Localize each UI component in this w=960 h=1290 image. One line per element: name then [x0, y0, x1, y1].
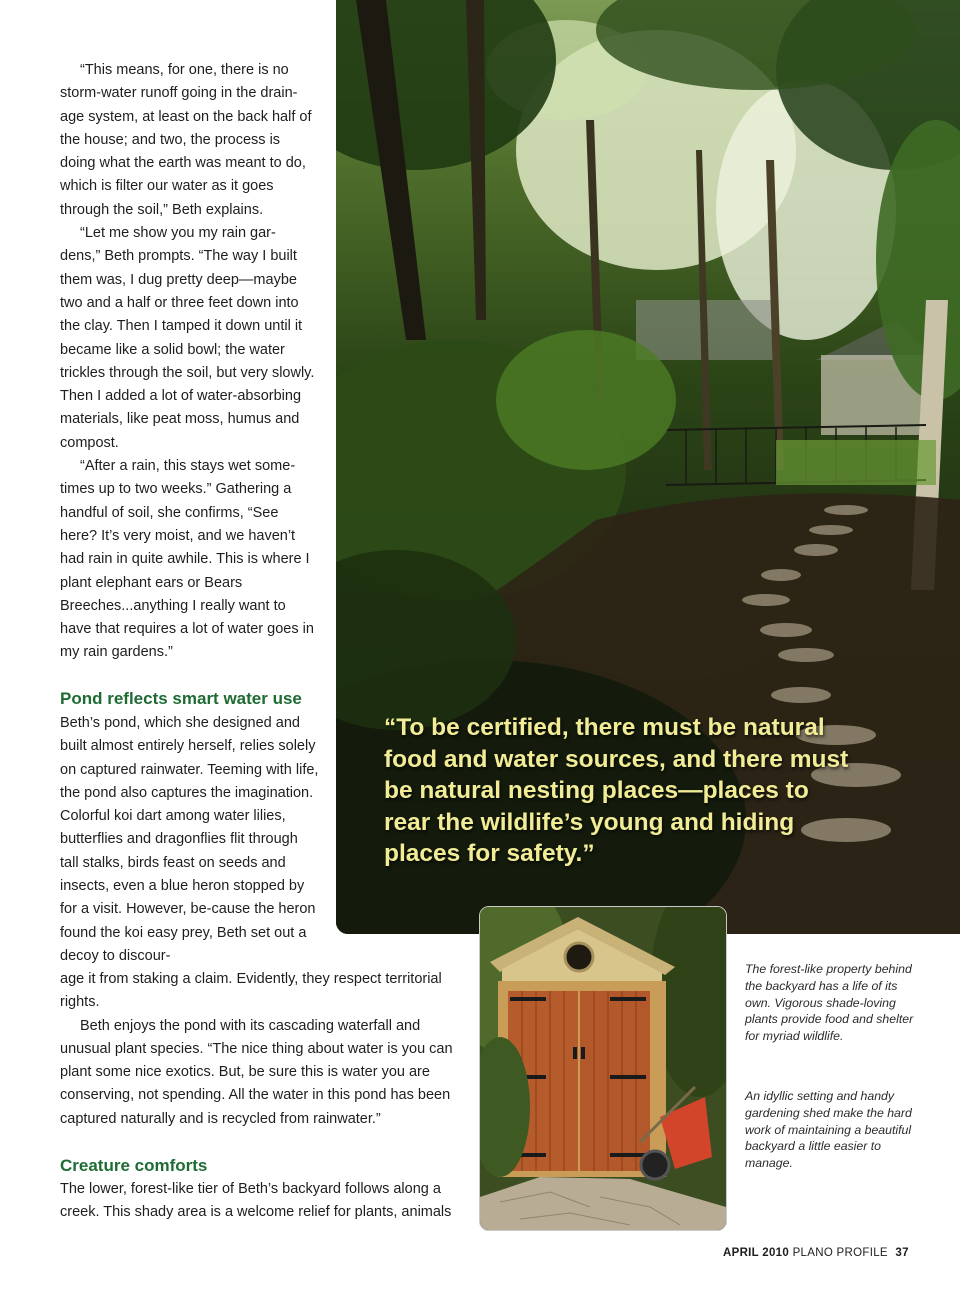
article-column-top: [60, 59, 316, 665]
paragraph: Beth’s pond, which she designed and built almost entirely herself, relies solely on captured rainwater. Teeming with life, the pond also captures the imagination. Colorful koi dart among water lilies, butterflies and dragonflies flit through tall stalks, birds feast on seeds and insects, even a blue heron stopped by for a visit. However, be-cause the heron found the koi easy prey, Beth set out a decoy to discour-: [60, 715, 319, 964]
paragraph: The lower, forest-like tier of Beth’s backyard follows along a creek. This shady area is a welcome relief for plants, animals: [60, 1181, 452, 1221]
pull-quote: “To be certified, there must be natural food and water sources, and there must be natural nesting places—places to rear the wildlife’s young and hiding places for safety.”: [384, 714, 849, 868]
page-number: 37: [895, 1247, 909, 1259]
article-wide-pond: [60, 968, 465, 1131]
paragraph: “After a rain, this stays wet some-times up to two weeks.” Gathering a handful of soil, she confirms, “See here? It’s very moist, and we haven’t had rain in quite awhile. This is where I plant elephant ears or Bears Breeches...anything I really want to have that requires a lot of water goes in my rain gardens.”: [60, 458, 314, 661]
paragraph: “Let me show you my rain gar-dens,” Beth prompts. “The way I built them was, I dug pretty deep—maybe two and a half or three feet down into the clay. Then I tamped it down until it became like a solid bowl; the water trickles through the soil, but very slowly. Then I added a lot of water-absorbing materials, like peat moss, humus and compost.: [60, 225, 315, 451]
footer-publication: PLANO PROFILE: [792, 1247, 888, 1259]
article-wide-creature: [60, 1178, 470, 1225]
paragraph: “This means, for one, there is no storm-water runoff going in the drain-age system, at least on the back half of the house; and two, the process is doing what the earth was meant to do, which is filter our water as it goes through the soil,” Beth explains.: [60, 62, 312, 218]
shed-illustration: [480, 907, 726, 1230]
garden-shed-photo: [479, 906, 727, 1231]
heading-creature-comforts: Creature comforts: [60, 1156, 208, 1175]
caption-forest: The forest-like property behind the backyard has a life of its own. Vigorous shade-loving plants provide food and shelter for myriad wildlife.: [745, 962, 914, 1044]
paragraph: age it from staking a claim. Evidently, they respect territorial rights.: [60, 971, 442, 1011]
footer-date: APRIL 2010: [723, 1247, 790, 1259]
caption-shed: An idyllic setting and handy gardening shed make the hard work of maintaining a beautiful backyard a little easier to manage.: [745, 1089, 912, 1171]
heading-pond: Pond reflects smart water use: [60, 689, 302, 708]
page-footer: [723, 1247, 909, 1259]
article-column-pond: [60, 712, 320, 968]
paragraph: Beth enjoys the pond with its cascading waterfall and unusual plant species. “The nice thing about water is you can plant some nice exotics. But, be sure this is water you are conserving, not spending. All the water in this pond has been captured naturally and is recycled from rainwater.”: [60, 1017, 453, 1127]
